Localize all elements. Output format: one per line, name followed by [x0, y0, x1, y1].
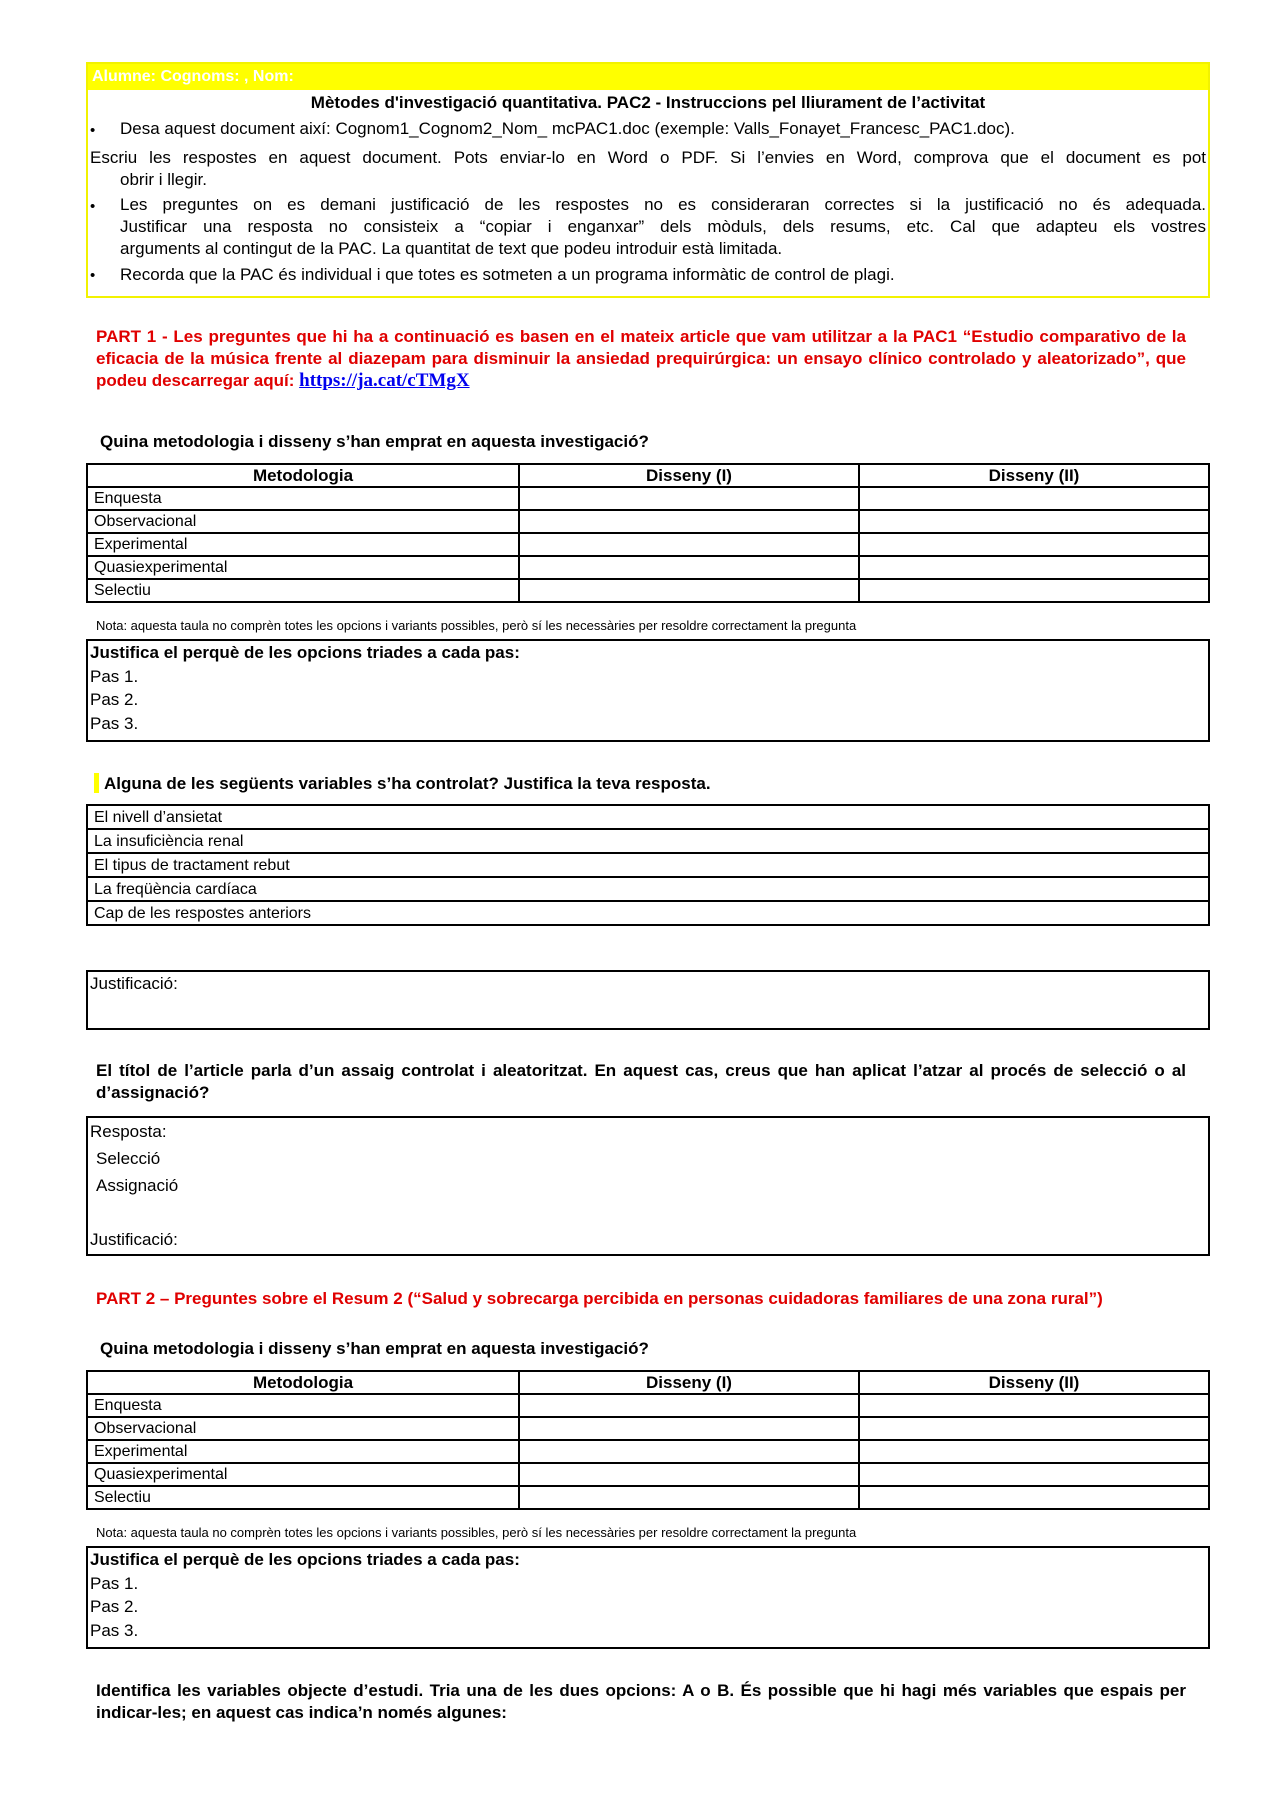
option-enquesta[interactable]: Enquesta [87, 487, 519, 510]
option-seleccio[interactable]: Selecció [96, 1149, 161, 1168]
bullet: • [90, 122, 96, 139]
cell-disseny-1[interactable] [519, 1394, 859, 1417]
part2-heading: PART 2 – Preguntes sobre el Resum 2 (“Salud y sobrecarga percibida en personas cuidadoras familiares de una zona rural”) [96, 1289, 1103, 1308]
header-metodologia: Metodologia [87, 464, 519, 487]
justification-label: Justificació: [90, 974, 178, 993]
instruction-answers-b: obrir i llegir. [120, 170, 207, 189]
header-disseny-2: Disseny (II) [859, 464, 1209, 487]
bullet: • [90, 198, 96, 215]
variable-option[interactable]: La insuficiència renal [87, 829, 1209, 853]
instruction-save: Desa aquest document així: Cognom1_Cognom2_Nom_ mcPAC1.doc (exemple: Valls_Fonayet_Francesc_PAC1.doc). [120, 119, 1015, 138]
part1-heading [96, 326, 1186, 392]
variable-option[interactable]: El tipus de tractament rebut [87, 853, 1209, 877]
cell-disseny-2[interactable] [859, 1417, 1209, 1440]
step-2: Pas 2. [90, 1597, 139, 1616]
variables-table [86, 804, 1210, 926]
cell-disseny-2[interactable] [859, 556, 1209, 579]
answer-label: Resposta: [90, 1122, 167, 1141]
part2-question-methodology: Quina metodologia i disseny s’han emprat en aquesta investigació? [100, 1339, 649, 1358]
highlight-marker [94, 773, 99, 793]
justification-label: Justificació: [90, 1230, 178, 1249]
justify-title: Justifica el perquè de les opcions triades a cada pas: [90, 1550, 520, 1569]
table-note: Nota: aquesta taula no comprèn totes les opcions i variants possibles, però sí les necessàries per resoldre correctament la pregunta [96, 1525, 857, 1540]
part1-question-methodology: Quina metodologia i disseny s’han emprat en aquesta investigació? [100, 432, 649, 451]
variable-option[interactable]: Cap de les respostes anteriors [87, 901, 1209, 925]
instruction-justify-b: Justificar una resposta no consisteix a “copiar i enganxar” dels mòduls, dels resums, etc. Cal que adapteu els vostres [120, 217, 1206, 236]
option-observacional[interactable]: Observacional [87, 510, 519, 533]
question-variables-text: Alguna de les següents variables s’ha controlat? Justifica la teva resposta. [104, 774, 711, 793]
cell-disseny-1[interactable] [519, 579, 859, 602]
option-observacional[interactable]: Observacional [87, 1417, 519, 1440]
cell-disseny-2[interactable] [859, 1486, 1209, 1509]
student-name-bar[interactable]: Alumne: Cognoms: , Nom: [88, 64, 1208, 90]
cell-disseny-2[interactable] [859, 1440, 1209, 1463]
option-experimental[interactable]: Experimental [87, 1440, 519, 1463]
cell-disseny-1[interactable] [519, 533, 859, 556]
instruction-answers-a: Escriu les respostes en aquest document. Pots enviar-lo en Word o PDF. Si l’envies en Word, comprova que el document es pot [90, 148, 1206, 167]
part1-justify-box[interactable] [86, 639, 1210, 742]
header-disseny-1: Disseny (I) [519, 1371, 859, 1394]
document-title: Mètodes d'investigació quantitativa. PAC2 - Instruccions pel lliurament de l’activitat [310, 93, 986, 112]
part1-methodology-table [86, 463, 1210, 603]
header-metodologia: Metodologia [87, 1371, 519, 1394]
instruction-plagiarism: Recorda que la PAC és individual i que totes es sotmeten a un programa informàtic de control de plagi. [120, 265, 895, 284]
step-1: Pas 1. [90, 666, 139, 686]
instruction-justify-c: arguments al contingut de la PAC. La quantitat de text que podeu introduir està limitada. [120, 239, 783, 258]
option-quasiexperimental[interactable]: Quasiexperimental [87, 1463, 519, 1486]
part2-question-variables: Identifica les variables objecte d’estudi. Tria una de les dues opcions: A o B. És possible que hi hagi més variables que espais per indicar-les; en aquest cas indica’n només algunes: [96, 1681, 1186, 1722]
option-assignacio[interactable]: Assignació [96, 1176, 179, 1195]
cell-disseny-1[interactable] [519, 556, 859, 579]
header-disseny-1: Disseny (I) [519, 464, 859, 487]
variable-option[interactable]: La freqüència cardíaca [87, 877, 1209, 901]
cell-disseny-1[interactable] [519, 1440, 859, 1463]
part2-methodology-table [86, 1370, 1210, 1510]
article-link[interactable]: https://ja.cat/cTMgX [299, 370, 470, 391]
cell-disseny-2[interactable] [859, 579, 1209, 602]
option-selectiu[interactable]: Selectiu [87, 579, 519, 602]
variable-option[interactable]: El nivell d’ansietat [87, 805, 1209, 829]
cell-disseny-2[interactable] [859, 1463, 1209, 1486]
cell-disseny-2[interactable] [859, 533, 1209, 556]
randomization-answer-box[interactable] [86, 1116, 1210, 1256]
option-selectiu[interactable]: Selectiu [87, 1486, 519, 1509]
step-3: Pas 3. [90, 1620, 139, 1640]
step-3: Pas 3. [90, 713, 139, 733]
option-enquesta[interactable]: Enquesta [87, 1394, 519, 1417]
part1-heading-text: PART 1 - Les preguntes que hi ha a continuació es basen en el mateix article que vam utilitzar a la PAC1 “Estudio comparativo de la eficacia de la música frente al diazepam para disminuir la ansiedad prequirúrgica: un ensayo clínico controlado y aleatorizado”, que podeu descarregar aquí: [96, 327, 1186, 390]
part1-question-randomization: El títol de l’article parla d’un assaig controlat i aleatoritzat. En aquest cas, creus que han aplicat l’atzar al procés de selecció o al d’assignació? [96, 1061, 1186, 1102]
part2-justify-box[interactable] [86, 1546, 1210, 1649]
option-experimental[interactable]: Experimental [87, 533, 519, 556]
step-2: Pas 2. [90, 690, 139, 709]
cell-disseny-2[interactable] [859, 1394, 1209, 1417]
step-1: Pas 1. [90, 1573, 139, 1593]
table-note: Nota: aquesta taula no comprèn totes les opcions i variants possibles, però sí les necessàries per resoldre correctament la pregunta [96, 618, 857, 633]
justify-title: Justifica el perquè de les opcions triades a cada pas: [90, 643, 520, 662]
cell-disseny-1[interactable] [519, 1486, 859, 1509]
variables-justification-box[interactable] [86, 970, 1210, 1030]
cell-disseny-2[interactable] [859, 510, 1209, 533]
cell-disseny-1[interactable] [519, 487, 859, 510]
cell-disseny-1[interactable] [519, 1417, 859, 1440]
cell-disseny-2[interactable] [859, 487, 1209, 510]
header-disseny-2: Disseny (II) [859, 1371, 1209, 1394]
cell-disseny-1[interactable] [519, 1463, 859, 1486]
instructions-box [86, 62, 1210, 298]
part1-question-variables [94, 773, 1184, 795]
cell-disseny-1[interactable] [519, 510, 859, 533]
instruction-justify-a: Les preguntes on es demani justificació de les respostes no es consideraran correctes si la justificació no és adequada. [120, 195, 1206, 214]
bullet: • [90, 267, 96, 284]
option-quasiexperimental[interactable]: Quasiexperimental [87, 556, 519, 579]
